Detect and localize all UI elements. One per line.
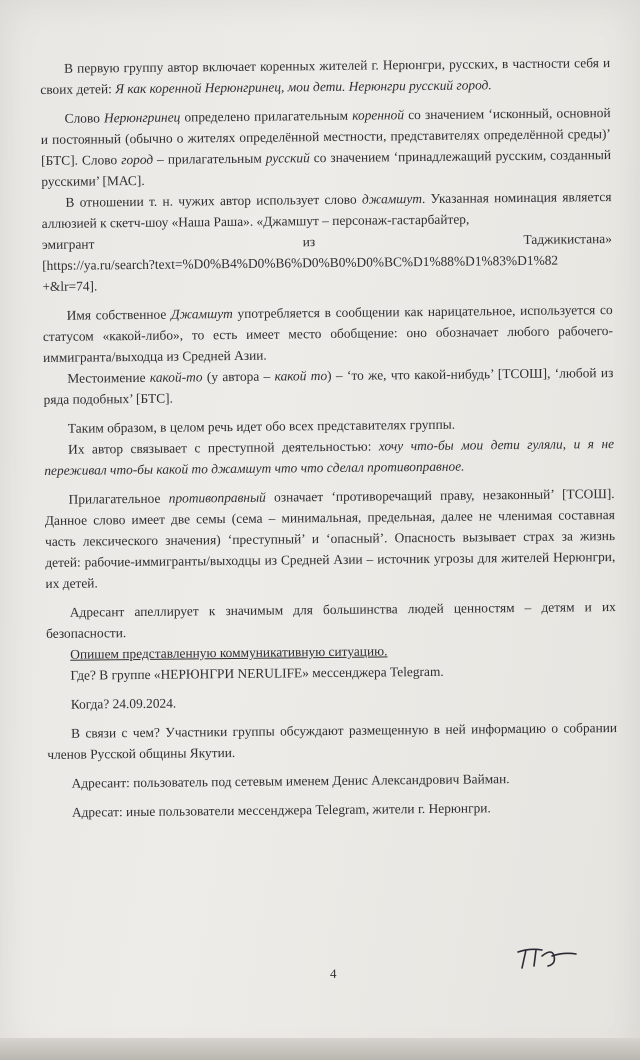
paragraph-11: Где? В группе «НЕРЮНГРИ NERULIFE» мессенджера Telegram. (70, 663, 444, 683)
paragraph-3: В отношении т. н. чужих автор использует слово джамшут. Указанная номинация является аллюзией к скетч-шоу «Наша Раша». «Джамшут – персонаж-гастарбайтер, (41, 189, 612, 231)
paragraph-14: Адресант: пользователь под сетевым именем Денис Александрович Вайман. (71, 771, 510, 791)
page-number: 4 (330, 966, 337, 981)
page-edge-shadow (0, 1038, 640, 1060)
paragraph-9: Адресант апеллирует к значимым для большинства людей ценностям – детям и их безопасности. (45, 599, 616, 641)
paragraph-5: Местоимение какой-то (у автора – какой то) – ‘то же, что какой-нибудь’ [ТСОШ], ‘любой из ряда подобных’ [БТС]. (43, 365, 614, 407)
paragraph-12: Когда? 24.09.2024. (70, 695, 177, 712)
paragraph-2: Слово Нерюнгринец определено прилагательным коренной со значением ‘исконный, основной и постоянный (обычно о жителях определённой местности, представителях определённой среды)’ [БТС]. Слово город – прилагательным русский со значением ‘принадлежащий русским, созданный русскими’ [МАС]. (40, 105, 612, 189)
paragraph-1: В первую группу автор включает коренных жителей г. Нерюнгри, русских, в частности себя и своих детей: Я как коренной Нерюнгринец, мои дети. Нерюнгри русский город. (40, 55, 611, 97)
paragraph-15: Адресат: иные пользователи мессенджера Telegram, жители г. Нерюнгри. (71, 800, 491, 820)
paragraph-8: Прилагательное противоправный означает ‘противоречащий праву, незаконный’ [ТСОШ]. Данное слово имеет две семы (сема – минимальная, предельная, далее не членимая составная часть лексического значения) ‘преступный’ и ‘опасный’. Опасность вызывает страх за жизнь детей: рабочие-иммигранты/выходцы из Средней Азии – источник угрозы для жителей Нерюнгри, их детей. (44, 486, 616, 591)
document-body (40, 52, 618, 823)
paragraph-10: Опишем представленную коммуникативную ситуацию. (70, 643, 388, 662)
paragraph-6: Таким образом, в целом речь идет обо всех представителях группы. (67, 416, 456, 436)
search-link[interactable]: [https://ya.ru/search?text=%D0%B4%D0%B6%D0%B0%D0%BC%D1%88%D1%83%D1%82 +&lr=74]. (42, 252, 559, 294)
paragraph-13: В связи с чем? Участники группы обсуждают размещенную в ней информацию о собрании членов Русской общины Якутии. (47, 719, 618, 762)
paragraph-4: Имя собственное Джамшут употребляется в сообщении как нарицательное, используется со статусом «какой-либо», то есть имеет место обобщение: оно обозначает любого рабочего-иммигранта/выходца из Средней Азии. (42, 302, 613, 365)
paragraph-3-spaced-line: эмигрант из Таджикистана» (41, 231, 612, 252)
paragraph-7: Их автор связывает с преступной деятельностью: хочу что-бы мои дети гуляли, и я не переживал что-бы какой то джамшут что что сделал противоправное. (44, 436, 615, 478)
signature-icon (512, 942, 582, 974)
